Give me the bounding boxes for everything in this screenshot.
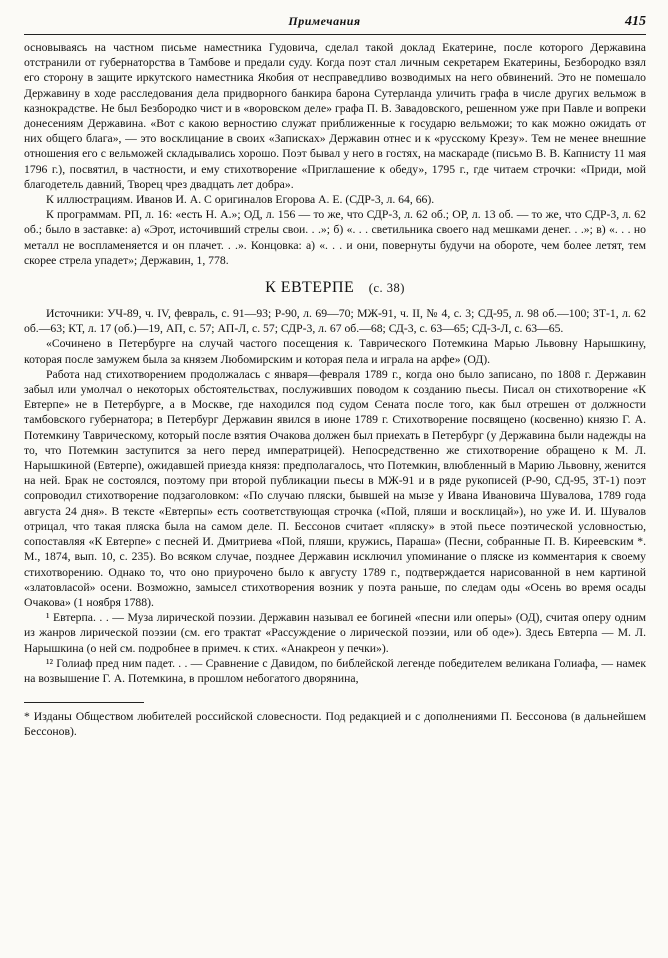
paragraph-history: Работа над стихотворением продолжалась с января—февраля 1789 г., когда оно было записано, по 1808 г. Державин забыл или умолчал о некоторых обстоятельствах, послуживших поводом к созданию пьесы. Писал он стихотворение «К Евтерпе» не в Петербурге, а в Москве, где находился под судом Сената после того, как был отрешен от должности тамбовского губернатора; в Петербург Державин явился в июне 1789 г. Стихотворение посвящено (косвенно) князю Г. А. Потемкину Таврическому, который после взятия Очакова должен был приехать в Петербург (у Державина были надежды на то, что Потемкин заступится за него перед императрицей). Непосредственно же стихотворение обращено к М. Л. Нарышкиной (Евтерпе), ожидавшей приезда князя: предполагалось, что Потемкин, влюбленный в Марию Львовну, женится на ней. Брак не состоялся, поэтому при второй публикации пьесы в МЖ-91 и в ряде рукописей (Р-90, СД-95, ЗТ-1) поэт сопроводил стихотворение подзаголовком: «По случаю пляски, бывшей на мызе у Ивана Ивановича Шувалова, 1789 года августа 24 дня». В тексте «Евтерпы» есть соответствующая строчка («Пой, пляши и восклицай»), но уже И. И. Шувалов отрицал, что такая пляска была на самом деле. П. Бессонов считает «пляску» в этой пьесе поэтической условностью, сопоставляя «К Евтерпе» с песней И. Дмитриева «Пой, пляши, кружись, Параша» (Песни, собранные П. В. Киреевским *. М., 1874, вып. 10, с. 235). Во всяком случае, позднее Державин исключил упоминание о пляске из комментария к своему стихотворению. Однако то, что оно приурочено было к августу 1789 г., подтверждается нарисованной в нем картиной «златовласой» осени. Возможно, замысел стихотворения возник у поэта раньше, по следам оды «Осень во время осады Очакова» (1 ноября 1788). xyxy=(24,367,646,609)
section-page-ref: (с. 38) xyxy=(368,281,405,296)
header-rule xyxy=(24,34,646,35)
running-title: Примечания xyxy=(288,14,361,28)
section-title: К ЕВТЕРПЕ xyxy=(265,279,355,297)
note-goliaf: ¹² Голиаф пред ним падет. . . — Сравнение с Давидом, по библейской легенде победителем великана Голиафа, — намек на возвышение Г. А. Потемкина, в прошлом небогатого дворянина, xyxy=(24,656,646,685)
footnote-rule xyxy=(24,702,144,703)
page-number: 415 xyxy=(625,14,646,29)
paragraph-sources: Источники: УЧ-89, ч. IV, февраль, с. 91—93; Р-90, л. 69—70; МЖ-91, ч. II, № 4, с. 3; СД-95, л. 98 об.—100; ЗТ-1, л. 62 об.—63; КТ, л. 17 (об.)—19, АП, с. 57; АП-Л, с. 57; СДР-3, л. 67 об.—68; СД-3, с. 63—65; СД-3-Л, с. 63—65. xyxy=(24,307,646,336)
paragraph-illustrations: К иллюстрациям. Иванов И. А. С оригиналов Егорова А. Е. (СДР-3, л. 64, 66). xyxy=(46,193,435,207)
paragraph-programs: К программам. РП, л. 16: «есть Н. А.»; ОД, л. 156 — то же, что СДР-3, л. 62 об.; ОР, л. 13 об. — то же, что СДР-3, л. 62 об.; было в заставке: а) «Эрот, источивший стрелы свои. . .»; б) «. . . светильника своего над мешками денег. . .»; в) «. . . но металл не воспламеняется и он плачет. . .». Концовка: а) «. . . и они, повернуты будучи на обороте, чем более летят, тем скорее стрела упадет»; Державин, 1, 778. xyxy=(24,208,646,267)
note-evterpa: ¹ Евтерпа. . . — Муза лирической поэзии. Державин называл ее богиней «песни или оперы» (ОД), считая оперу одним из жанров лирической поэзии (см. его трактат «Рассуждение о лирической поэзии, или об оде»). Здесь Евтерпа — М. Л. Нарышкина (о ней см. подробнее в примеч. к стих. «Анакреон у печки»). xyxy=(24,611,646,655)
paragraph-quote: «Сочинено в Петербурге на случай частого посещения к. Таврического Потемкина Марью Львовну Нарышкину, которая после замужем была за князем Любомирским и которая пела и играла на арфе» (ОД). xyxy=(24,337,646,366)
paragraph-continuation: основываясь на частном письме наместника Гудовича, сделал такой доклад Екатерине, после которого Державина отстранили от губернаторства в Тамбове и предали суду. Когда поэт стал личным секретарем Екатерины, Безбородко взял его сторону в защите иркутского наместника Якобия от несправедливо возводимых на него обвинений. Это не помешало Державину в ходе расследования дела придворного банкира барона Сутерланда уличить графа в числе других вельмож в казнокрадстве. Не был Безбородко чист и в «воровском деле» графа П. В. Завадовского, решенном уже при Павле и вопреки донесениям Державина. «Вот с какою верностию служат приближенные к государю вельможи; то как можно ожидать от них общего блага», — это восклицание в своих «Записках» Державин отнес и к «русскому Крезу». Тем не менее внешние отношения его с вельможей складывались хорошо. Поэт бывал у него в гостях, на маскараде (письмо В. В. Капнисту 11 мая 1796 г.), посвятил, в частности, и ему стихотворение «Приглашение к обеду», 1795 г., где читаем строчки: «Приди, мой благодетель давний, Творец чрез двадцать лет добра». xyxy=(24,41,646,191)
footnote: * Изданы Обществом любителей российской словесности. Под редакцией и с дополнениями П. Бессонова (в дальнейшем Бессонов). xyxy=(24,710,646,739)
section-heading xyxy=(24,279,646,297)
page-header xyxy=(24,14,646,32)
